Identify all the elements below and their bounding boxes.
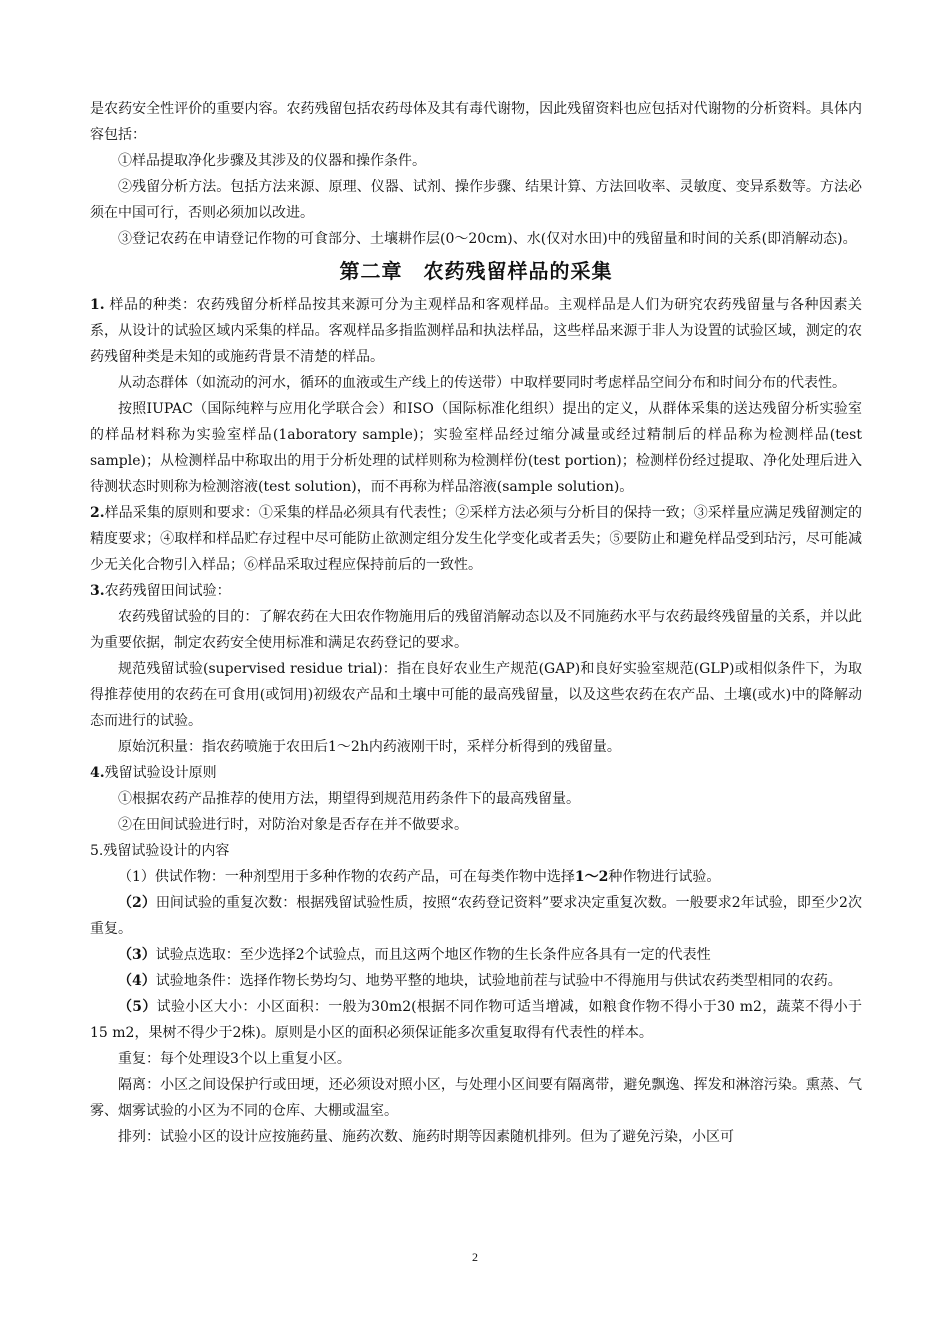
- section-3-title: 农药残留田间试验：: [104, 583, 231, 599]
- section-1-paragraph: [90, 292, 862, 370]
- section-5-item-2: （2）田间试验的重复次数：根据残留试验性质，按照“农药登记资料”要求决定重复次数。一般要求2年试验，即至少2次重复。: [90, 895, 862, 937]
- section-3-initial-deposit: 原始沉积量：指农药喷施于农田后1～2h内药液刚干时，采样分析得到的残留量。: [118, 739, 621, 755]
- section-5-item-1: （1）供试作物：一种剂型用于多种作物的农药产品，可在每类作物中选择1～2种作物进行试验。: [118, 869, 721, 885]
- section-2-paragraph: [90, 500, 862, 578]
- section-3-heading: [90, 578, 862, 604]
- section-2-text: 样品采集的原则和要求：①采集的样品必须具有代表性；②采样方法必须与分析目的保持一致；③采样量应满足残留测定的精度要求；④取样和样品贮存过程中尽可能防止欲测定组分发生化学变化或者丢失；⑤要防止和避免样品受到玷污，尽可能减少无关化合物引入样品；⑥样品采取过程应保持前后的一致性。: [90, 505, 862, 573]
- chapter-title: 第二章 农药残留样品的采集: [339, 259, 613, 283]
- section-1-text: 样品的种类：农药残留分析样品按其来源可分为主观样品和客观样品。主观样品是人们为研究农药残留量与各种因素关系，从设计的试验区域内采集的样品。客观样品多指监测样品和执法样品，这些样品来源于非人为设置的试验区域，测定的农药残留种类是未知的或施药背景不清楚的样品。: [90, 297, 862, 365]
- section-5-arrangement: 排列：试验小区的设计应按施药量、施药次数、施药时期等因素随机排列。但为了避免污染，小区可: [118, 1129, 734, 1145]
- section-3-number: 3.: [90, 583, 105, 599]
- section-3-supervised-trial: 规范残留试验(supervised residue trial)：指在良好农业生产规范(GAP)和良好实验室规范(GLP)或相似条件下，为取得推荐使用的农药在可食用(或饲用)初级农产品和土壤中可能的最高残留量，以及这些农药在农产品、土壤(或水)中的降解动态而进行的试验。: [90, 661, 862, 729]
- page-number: 2: [472, 1250, 478, 1264]
- section-1-number: 1.: [90, 297, 105, 313]
- intro-item-3: ③登记农药在申请登记作物的可食部分、土壤耕作层(0～20cm)、水(仅对水田)中的残留量和时间的关系(即消解动态)。: [118, 231, 857, 247]
- section-4-principle-1: ①根据农药产品推荐的使用方法，期望得到规范用药条件下的最高残留量。: [118, 791, 580, 807]
- intro-paragraph: 是农药安全性评价的重要内容。农药残留包括农药母体及其有毒代谢物，因此残留资料也应包括对代谢物的分析资料。具体内容包括：: [90, 101, 862, 143]
- section-2-heading: 2.: [90, 505, 105, 521]
- section-1-dynamic-sampling: 从动态群体（如流动的河水，循环的血液或生产线上的传送带）中取样要同时考虑样品空间分布和时间分布的代表性。: [118, 375, 846, 391]
- intro-item-2: ②残留分析方法。包括方法来源、原理、仪器、试剂、操作步骤、结果计算、方法回收率、灵敏度、变异系数等。方法必须在中国可行，否则必须加以改进。: [90, 179, 862, 221]
- section-1-definitions: 按照IUPAC（国际纯粹与应用化学联合会）和ISO（国际标准化组织）提出的定义，从群体采集的送达残留分析实验室的样品材料称为实验室样品(1aboratory sample)；实验室样品经过缩分减量或经过精制后的样品称为检测样品(test sample)；从检测样品中称取出的用于分析处理的试样则称为检测样份(test portion)；检测样份经过提取、净化处理后进入待测状态时则称为检测溶液(test solution)，而不再称为样品溶液(sample solution)。: [90, 401, 876, 495]
- section-5-heading: 5.残留试验设计的内容: [90, 843, 230, 859]
- section-5-item-3: （3）试验点选取：至少选择2个试验点，而且这两个地区作物的生长条件应各具有一定的代表性: [118, 947, 711, 963]
- section-5-replication: 重复：每个处理设3个以上重复小区。: [118, 1051, 351, 1067]
- section-4-heading: [90, 760, 862, 786]
- document-body: [90, 96, 876, 1150]
- section-5-isolation: 隔离：小区之间设保护行或田埂，还必须设对照小区，与处理小区间要有隔离带，避免飘逸、挥发和淋溶污染。熏蒸、气雾、烟雾试验的小区为不同的仓库、大棚或温室。: [90, 1077, 862, 1119]
- section-4-number: 4.: [90, 765, 105, 781]
- section-5-item-4: （4）试验地条件：选择作物长势均匀、地势平整的地块，试验地前茬与试验中不得施用与供试农药类型相同的农药。: [118, 973, 842, 989]
- section-4-principle-2: ②在田间试验进行时，对防治对象是否存在并不做要求。: [118, 817, 468, 833]
- section-4-title: 残留试验设计原则: [104, 765, 217, 781]
- section-5-item-5: （5）试验小区大小：小区面积：一般为30m2(根据不同作物可适当增减，如粮食作物不得小于30 m2，蔬菜不得小于15 m2，果树不得少于2株)。原则是小区的面积必须保证能多次重复取得有代表性的样本。: [90, 999, 862, 1041]
- intro-item-1: ①样品提取净化步骤及其涉及的仪器和操作条件。: [118, 153, 426, 169]
- section-3-purpose: 农药残留试验的目的：了解农药在大田农作物施用后的残留消解动态以及不同施药水平与农药最终残留量的关系，并以此为重要依据，制定农药安全使用标准和满足农药登记的要求。: [90, 609, 862, 651]
